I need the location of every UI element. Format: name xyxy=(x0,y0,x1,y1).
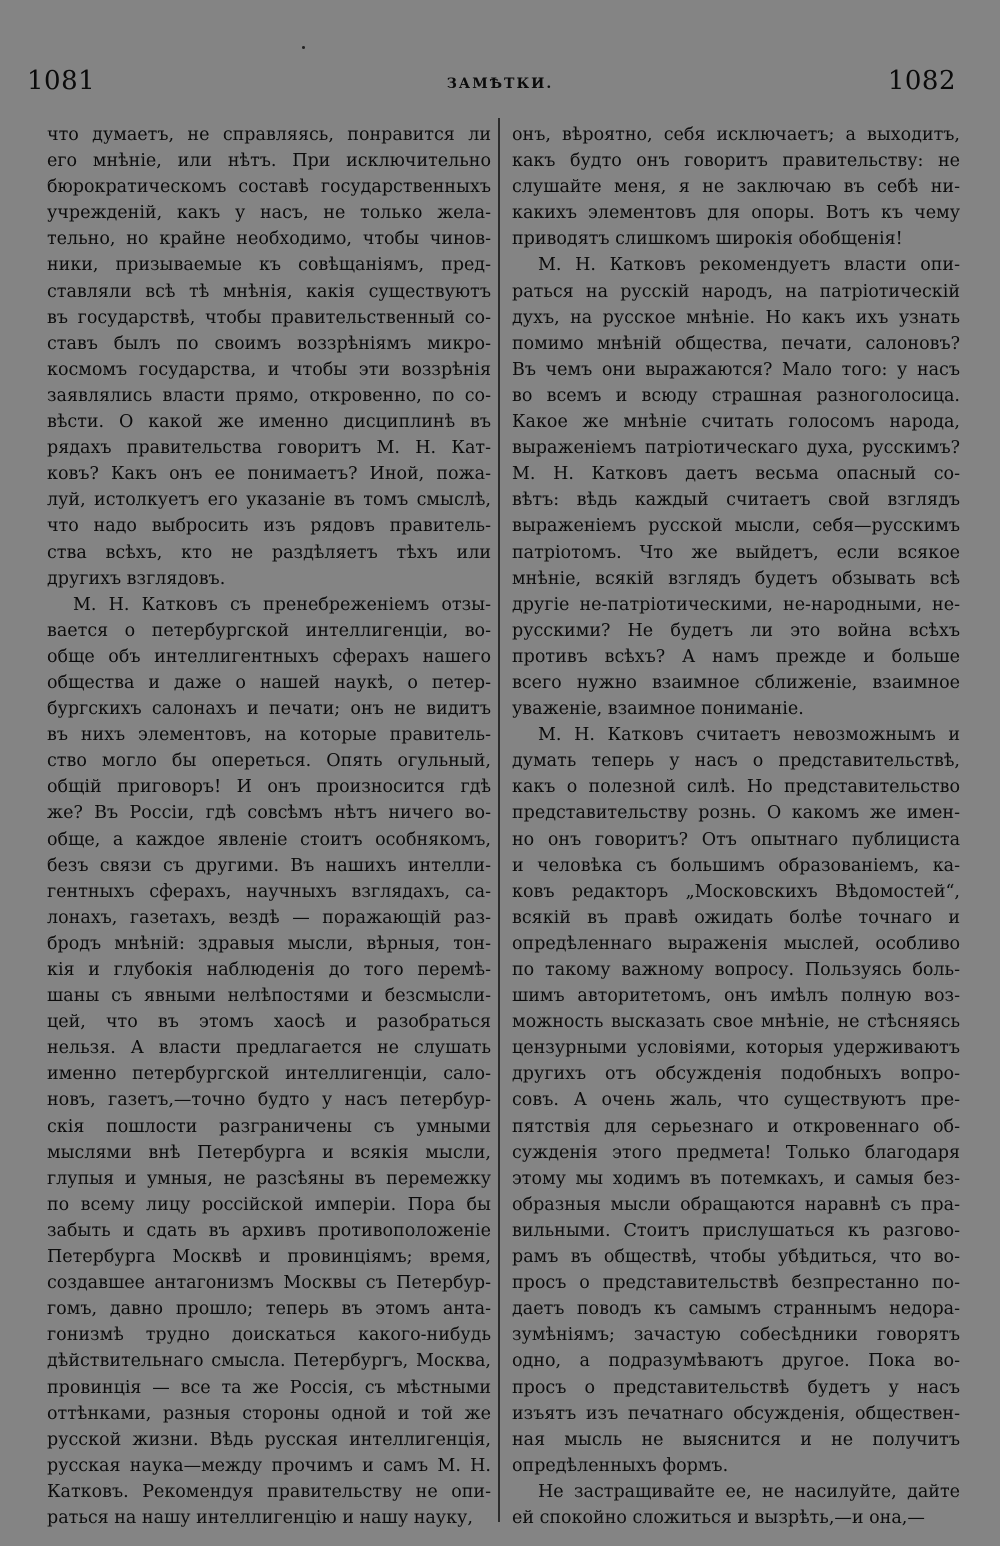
text-line: пятствія для серьезнаго и откровеннаго об- xyxy=(512,1116,960,1137)
text-line: что надо выбросить изъ рядовъ правитель- xyxy=(47,516,491,537)
text-line: кія и глубокія наблюденія до того перемѣ- xyxy=(47,960,491,980)
text-line: общества и даже о нашей наукѣ, о петер- xyxy=(47,672,491,693)
text-line: оттѣнками, разныя стороны одной и той же xyxy=(47,1403,491,1424)
text-line: другіе не-патріотическими, не-народными, не- xyxy=(512,594,960,615)
text-line: ство могло бы опереться. Опять огульный, xyxy=(47,751,491,772)
text-line: представительству рознь. О какомъ же имен- xyxy=(512,803,960,824)
ink-speck xyxy=(302,46,305,49)
text-line: бродъ мнѣній: здравыя мысли, вѣрныя, тон- xyxy=(47,933,491,954)
text-line: заявлялись власти прямо, откровенно, по со- xyxy=(47,385,491,406)
text-line: раться на нашу интеллигенцію и нашу науку, xyxy=(47,1507,473,1528)
text-line: бургскихъ салонахъ и печати; онъ не видитъ xyxy=(47,699,491,720)
text-line: русской жизни. Вѣдь русская интеллигенція, xyxy=(47,1429,491,1450)
text-line: космомъ государства, и чтобы эти воззрѣнія xyxy=(47,359,491,380)
text-line: шимъ авторитетомъ, онъ имѣлъ полную воз- xyxy=(512,986,960,1007)
text-line: вается о петербургской интеллигенціи, во- xyxy=(47,620,491,641)
text-line: общій приговоръ! И онъ произносится гдѣ xyxy=(47,777,491,798)
text-line: Петербурга Москвѣ и провинціямъ; время, xyxy=(47,1247,491,1268)
text-line: мыслями внѣ Петербурга и всякія мысли, xyxy=(47,1142,491,1163)
text-line: Не застращивайте ее, не насилуйте, дайте xyxy=(538,1481,960,1502)
text-line: М. Н. Катковъ даетъ весьма опасный со- xyxy=(512,464,960,485)
text-line: забыть и сдать въ архивъ противоположеніе xyxy=(47,1220,491,1241)
text-line: даетъ поводъ къ самымъ страннымъ недора- xyxy=(512,1299,960,1320)
text-line: сужденія этого предмета! Только благодаря xyxy=(512,1142,960,1163)
text-line: можность высказать свое мнѣніе, не стѣсняясь xyxy=(512,1012,960,1033)
text-line: какъ будто онъ говоритъ правительству: не xyxy=(512,151,960,172)
text-line: какъ о полезной силѣ. Но представительство xyxy=(512,777,960,798)
text-line: М. Н. Катковъ считаетъ невозможнымъ и xyxy=(538,725,960,746)
text-line: цензурными условіями, которыя удерживаютъ xyxy=(512,1038,960,1059)
text-line: думать теперь у насъ о представительствѣ, xyxy=(512,751,960,772)
text-line: ства всѣхъ, кто не раздѣляетъ тѣхъ или xyxy=(47,542,491,563)
text-line: въ государствѣ, чтобы правительственный со- xyxy=(47,307,491,328)
text-line: совъ. А очень жаль, что существуютъ пре- xyxy=(512,1090,960,1111)
text-line: же? Въ Россіи, гдѣ совсѣмъ нѣтъ ничего во- xyxy=(47,803,491,824)
text-line: безъ связи съ другими. Въ нашихъ интелли- xyxy=(47,855,491,876)
text-line: провинція — все та же Россія, съ мѣстными xyxy=(47,1377,491,1398)
text-line: опредѣленнаго выраженія мыслей, особливо xyxy=(512,933,960,954)
text-line: Въ чемъ они выражаются? Мало того: у насъ xyxy=(512,359,960,380)
text-line: во всемъ и всюду страшная разноголосица. xyxy=(512,385,960,406)
text-line: ковъ? Какъ онъ ее понимаетъ? Иной, пожа- xyxy=(47,464,491,485)
text-line: выраженіемъ патріотическаго духа, русскимъ? xyxy=(512,438,960,459)
text-line: вѣтъ: вѣдь каждый считаетъ свой взглядъ xyxy=(512,490,960,511)
text-line: гонизмѣ трудно доискаться какого-нибудь xyxy=(47,1325,491,1346)
text-line: выраженіемъ русской мысли, себя—русскимъ xyxy=(512,516,960,537)
text-line: учрежденій, какъ у насъ, не только жела- xyxy=(47,203,491,224)
text-line: помимо мнѣній общества, печати, салоновъ? xyxy=(512,333,960,354)
text-line: именно петербургской интеллигенціи, сало- xyxy=(47,1064,491,1085)
text-line: обще объ интеллигентныхъ сферахъ нашего xyxy=(47,646,491,667)
text-line: другихъ взглядовъ. xyxy=(47,568,226,589)
text-line: бюрократическомъ составѣ государственныхъ xyxy=(47,177,491,198)
text-line: гентныхъ сферахъ, научныхъ взглядахъ, са- xyxy=(47,881,491,902)
text-line: ставляли всѣ тѣ мнѣнія, какія существуютъ xyxy=(47,281,491,302)
text-line: Какое же мнѣніе считать голосомъ народа, xyxy=(512,412,960,433)
text-line: гомъ, давно прошло; теперь въ этомъ анта- xyxy=(47,1299,491,1320)
text-line: ная мысль не выяснится и не получитъ xyxy=(512,1429,960,1450)
text-line: ей спокойно сложиться и вызрѣть,—и она,— xyxy=(512,1507,925,1528)
left-column xyxy=(47,122,491,1531)
text-line: обще, а каждое явленіе стоитъ особнякомъ, xyxy=(47,829,491,850)
text-line: но онъ говоритъ? Отъ опытнаго публициста xyxy=(512,829,960,850)
text-line: духъ, на русское мнѣніе. Но какъ ихъ узнать xyxy=(512,307,960,328)
text-line: луй, истолкуетъ его указаніе въ томъ смыслѣ, xyxy=(47,490,491,511)
text-line: лонахъ, газетахъ, вездѣ — поражающій раз- xyxy=(47,907,491,928)
text-line: приводятъ слишкомъ широкія обобщенія! xyxy=(512,229,903,250)
text-line: вѣсти. О какой же именно дисциплинѣ въ xyxy=(47,412,491,433)
text-line: слушайте меня, я не заключаю въ себѣ ни- xyxy=(512,177,960,198)
text-line: рамъ въ обществѣ, чтобы убѣдиться, что во- xyxy=(512,1247,960,1268)
text-line: М. Н. Катковъ съ пренебреженіемъ отзы- xyxy=(73,594,491,615)
text-line: по такому важному вопросу. Пользуясь боль- xyxy=(512,960,960,980)
text-line: тельно, но крайне необходимо, чтобы чинов- xyxy=(47,229,491,250)
text-line: что думаетъ, не справляясь, понравится ли xyxy=(47,125,491,145)
text-line: противъ всѣхъ? А намъ прежде и больше xyxy=(512,646,960,667)
text-line: его мнѣніе, или нѣтъ. При исключительно xyxy=(47,151,491,172)
text-line: въ нихъ элементовъ, на которые правитель- xyxy=(47,725,491,746)
text-line: раться на русскій народъ, на патріотическій xyxy=(512,281,960,302)
text-line: нельзя. А власти предлагается не слушать xyxy=(47,1038,491,1059)
text-line: ковъ редакторъ „Московскихъ Вѣдомостей“, xyxy=(512,881,960,902)
text-line: онъ, вѣроятно, себя исключаетъ; а выходитъ, xyxy=(512,125,960,145)
text-line: глупыя и умныя, не разсѣяны въ перемежку xyxy=(47,1168,491,1189)
column-divider xyxy=(498,118,500,1522)
text-line: рядахъ правительства говоритъ М. Н. Кат- xyxy=(47,438,491,459)
text-line: создавшее антагонизмъ Москвы съ Петербур- xyxy=(47,1273,491,1294)
text-line: скія пошлости разграничены съ умными xyxy=(47,1116,491,1137)
text-line: Катковъ. Рекомендуя правительству не опи- xyxy=(47,1481,491,1502)
text-line: мнѣніе, всякій взглядъ будетъ обзывать всѣ xyxy=(512,568,960,589)
text-line: русская наука—между прочимъ и самъ М. Н. xyxy=(47,1455,491,1476)
text-line: одно, а подразумѣваютъ другое. Пока во- xyxy=(512,1351,960,1372)
text-line: всякій въ правѣ ожидать болѣе точнаго и xyxy=(512,907,960,928)
text-line: вильными. Стоитъ прислушаться къ разгово- xyxy=(512,1220,960,1241)
page-number-right: 1082 xyxy=(887,66,956,96)
text-line: и человѣка съ большимъ образованіемъ, ка- xyxy=(512,855,960,876)
text-line: просъ о представительствѣ безпрестанно по- xyxy=(512,1273,960,1294)
text-line: образныя мысли обращаются наравнѣ съ пра- xyxy=(512,1194,960,1215)
text-line: просъ о представительствѣ будетъ у насъ xyxy=(512,1377,960,1398)
text-line: этому мы ходимъ въ потемкахъ, и самыя без- xyxy=(512,1168,960,1189)
text-line: М. Н. Катковъ рекомендуетъ власти опи- xyxy=(538,255,960,276)
text-line: изъятъ изъ печатнаго обсужденія, обществен- xyxy=(512,1403,960,1424)
text-line: уваженіе, взаимное пониманіе. xyxy=(512,699,804,720)
text-line: ники, призываемые къ совѣщаніямъ, пред- xyxy=(47,255,491,276)
text-line: другихъ отъ обсужденія подобныхъ вопро- xyxy=(512,1064,960,1085)
page-number-left: 1081 xyxy=(27,66,96,96)
text-line: зумѣніямъ; зачастую собесѣдники говорятъ xyxy=(512,1325,960,1346)
text-line: всего нужно взаимное сближеніе, взаимное xyxy=(512,672,960,693)
text-line: новъ, газетъ,—точно будто у насъ петербур- xyxy=(47,1090,491,1111)
text-line: русскими? Не будетъ ли это война всѣхъ xyxy=(512,620,960,641)
text-line: опредѣленныхъ формъ. xyxy=(512,1455,729,1476)
text-line: патріотомъ. Что же выйдетъ, если всякое xyxy=(512,542,960,563)
text-line: дѣйствительнаго смысла. Петербургъ, Москва, xyxy=(47,1351,491,1372)
text-line: цей, что въ этомъ хаосѣ и разобраться xyxy=(47,1012,491,1033)
text-line: по всему лицу россійской имперіи. Пора бы xyxy=(47,1194,491,1215)
text-line: какихъ элементовъ для опоры. Вотъ къ чему xyxy=(512,203,960,224)
text-line: ставъ былъ по своимъ воззрѣніямъ микро- xyxy=(47,333,491,354)
right-column xyxy=(512,122,960,1531)
running-head: ЗАМѢТКИ. xyxy=(446,76,554,92)
text-line: шаны съ явными нелѣпостями и безсмысли- xyxy=(47,986,491,1007)
